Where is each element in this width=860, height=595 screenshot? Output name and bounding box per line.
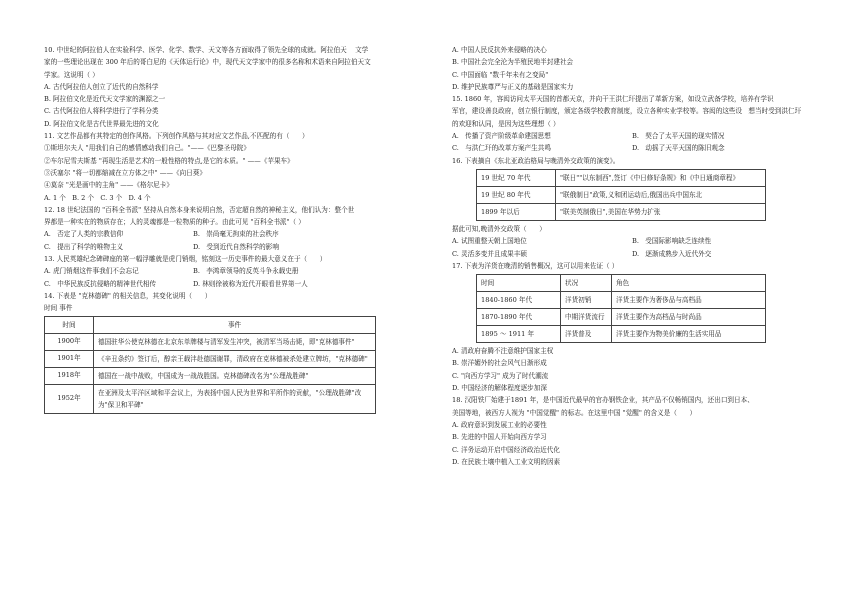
- option-b: B. 崇尚毫无拘束的社会秩序: [192, 230, 279, 239]
- option-d: D. 动摇了天平天国的陈旧观念: [632, 144, 725, 153]
- period-cell: 1899 年以后: [477, 203, 556, 220]
- option-a: A. 试图重整天朝上国地位: [452, 237, 527, 246]
- table-row: [45, 350, 376, 367]
- content-cell: "联俄制日"政策,义和团运动后,俄国出兵中国东北: [556, 186, 766, 203]
- option-b: B. 中国社会完全沦为半殖民地半封建社会: [452, 58, 574, 67]
- option-d: D. 中国经济的解体程度逐步加深: [452, 384, 547, 393]
- question-stem: 17. 下表为洋货在晚清的销售概况，这可以用来佐证（ ）: [452, 261, 619, 270]
- state-cell: 中期洋货流行: [561, 309, 612, 326]
- question-18: [452, 394, 812, 468]
- option-d: D. 维护民族尊严与正义的基础是国家实力: [452, 82, 574, 91]
- question-17: [452, 260, 812, 394]
- option-b: B. 先进的中国人开始向西方学习: [452, 433, 547, 442]
- question-10: [44, 44, 426, 130]
- option-b: B. 阿拉伯文化是近代天文学家的渊源之一: [44, 95, 166, 104]
- content-cell: "联日""以东制西",签订《中日修好条规》和《中日通商章程》: [556, 169, 766, 186]
- question-14-options: [452, 44, 812, 93]
- question-stem: 美国等地，被西方人视为 "中国觉醒" 的标志。在这里中国 "觉醒" 的含义是（ ）: [452, 408, 697, 417]
- question-13: [44, 253, 426, 290]
- question-stem: 11. 文艺作品都有其特定的创作风格。下列创作风格与其对应文艺作品,不匹配的有（ ）: [44, 132, 309, 141]
- header-time: 时间: [477, 275, 561, 292]
- option-c: C. 中国面临 "数千年未有之变局": [452, 70, 549, 79]
- option-d: D. 逐渐成熟步入近代外交: [632, 249, 712, 258]
- statement-2: ②车尔尼雪夫斯基 "再现生活是艺术的一般性格的特点,是它的本质。" ——《苹果车》: [44, 156, 294, 165]
- question-stem: 10. 中世纪的阿拉伯人在实验科学、医学、化学、数学、天文等各方面取得了领先全球的成就。阿拉伯天 文学: [44, 46, 369, 54]
- table-row: [45, 333, 376, 350]
- question-11: [44, 130, 426, 204]
- event-cell: 德国在一战中战败，中国成为一战战胜国。克林德碑改名为"公理战胜碑": [94, 367, 376, 384]
- question-12: [44, 204, 426, 253]
- event-cell: 《辛丑条约》签订后，醇亲王载沣赴德国谢罪，清政府在克林德被杀处建立牌坊，"克林德碑": [94, 350, 376, 367]
- year-cell: 1900年: [45, 333, 94, 350]
- table-row: [477, 169, 766, 186]
- question-stem: 18. 汉阳铁厂始建于1891 年，是中国近代最早的官办钢铁企业，其产品不仅畅销国内，还出口到日本、: [452, 396, 754, 405]
- role-cell: 洋货主要作为物美价廉的生活实用品: [612, 326, 766, 343]
- table-row: [477, 309, 766, 326]
- question-stem: 界都是一种实在的物质存在；人的灵魂都是一粒物质的种子。由此可见 "百科全书派"（ ）: [44, 218, 305, 227]
- year-cell: 1918年: [45, 367, 94, 384]
- table-row: [45, 367, 376, 384]
- statement-4: ④莫奈 "光是画中的主角" ——《格尔尼卡》: [44, 181, 173, 190]
- table-caption: 时间 事件: [44, 304, 73, 313]
- klinde-table: [44, 316, 376, 414]
- header-role: 角色: [612, 275, 766, 292]
- option-c: C. 提出了科学的唯物主义: [44, 242, 124, 251]
- year-cell: 1952年: [45, 384, 94, 413]
- option-a: A. 清政府奋腾不注意维护国家主权: [452, 347, 554, 356]
- diplomacy-table: [476, 169, 766, 221]
- option-d: D. 林则徐被称为近代开眼看世界第一人: [192, 279, 308, 288]
- table-row: [477, 186, 766, 203]
- option-c: C. "向西方学习" 成为了时代潮流: [452, 371, 549, 380]
- option-b: B. 崇洋媚外的社会风气日渐形成: [452, 359, 547, 368]
- question-stem: 14. 下表是 "克林德碑" 的相关信息，其变化说明（ ）: [44, 291, 212, 300]
- option-a: A. 否定了人类的宗教信仰: [44, 230, 124, 239]
- period-cell: 19 世纪 80 年代: [477, 186, 556, 203]
- question-stem: 学家。这说明（ ）: [44, 70, 99, 79]
- time-cell: 1895 ～ 1911 年: [477, 326, 561, 343]
- question-stem: 15. 1860 年，容闳访问太平天国的首都天京，并向干王洪仁玕提出了革新方案，如设立武备学校，培养有学识: [452, 95, 774, 104]
- table-row: [477, 203, 766, 220]
- content-cell: "联美英制俄日",美国在华势力扩张: [556, 203, 766, 220]
- table-header-row: [45, 316, 376, 333]
- question-stem: 13. 人民英雄纪念碑碑座的第一幅浮雕就是虎门销烟，铭刻这一历史事件的最大意义在于（ ）: [44, 255, 327, 264]
- option-d: D. 受到近代自然科学的影响: [192, 242, 279, 251]
- option-a: A. 中国人民反抗外来侵略的决心: [452, 46, 547, 54]
- question-stem: 家的一些理论出现在 300 年后的哥白尼的《天体运行论》中，现代天文学家中的很多名称和术语来自阿拉伯天文: [44, 58, 371, 67]
- period-cell: 19 世纪 70 年代: [477, 169, 556, 186]
- options-line: A. 1 个 B. 2 个 C. 3 个 D. 4 个: [44, 193, 151, 202]
- option-b: B. 契合了太平天国的现实情况: [632, 132, 725, 141]
- header-event: 事件: [94, 316, 376, 333]
- option-a: A. 古代阿拉伯人创立了近代的自然科学: [44, 82, 159, 91]
- option-c: C. 灵活多变并且成果丰硕: [452, 249, 527, 258]
- option-d: D. 阿拉伯文化是古代世界最先进的文化: [44, 119, 159, 128]
- time-cell: 1840-1860 年代: [477, 292, 561, 309]
- question-stem: 军官，建设善良政府，创立银行制度，颁定各级学校教育制度，设立各种实业学校等。容闳的这些设 想当时受到洪仁玕: [452, 107, 802, 116]
- option-a: A. 虎门销烟这件事我们不会忘记: [44, 267, 139, 276]
- left-column: [44, 44, 426, 414]
- event-cell: 在亚洲及太平洋区域和平会议上，为表扬中国人民为世界和平所作的贡献，"公理战胜碑"改为"保卫和平碑": [94, 384, 376, 413]
- table-row: [477, 326, 766, 343]
- question-14: [44, 290, 426, 414]
- event-cell: 德国驻华公使克林德在北京东单牌楼与清军发生冲突，被清军当场击毙，即"克林德事件": [94, 333, 376, 350]
- table-row: [477, 292, 766, 309]
- option-c: C. 中华民族反抗侵略的精神世代相传: [44, 279, 157, 288]
- question-stem: 16. 下表摘自《东北亚政治格局与晚清外交政策的演变》。: [452, 156, 620, 165]
- question-stem: 12. 18 世纪法国的 "百科全书派" 坚持从自然本身来说明自然，否定超自然的神秘主义，他们认为：整个世: [44, 205, 355, 214]
- question-15: [452, 93, 812, 154]
- time-cell: 1870-1890 年代: [477, 309, 561, 326]
- table-row: [45, 384, 376, 413]
- question-stem: 的欢迎和认同，是因为这些理想（ ）: [452, 119, 560, 128]
- state-cell: 洋货普及: [561, 326, 612, 343]
- option-c: C. 洋务运动开启中国经济政治近代化: [452, 445, 560, 454]
- header-time: 时间: [45, 316, 94, 333]
- option-b: B. 受国际影响缺乏连续性: [632, 237, 712, 246]
- question-tail: 据此可知,晚清外交政策（ ）: [452, 224, 546, 233]
- role-cell: 洋货主要作为高档品与时尚品: [612, 309, 766, 326]
- option-b: B. 李鸿章领导的反英斗争永载史册: [192, 267, 299, 276]
- year-cell: 1901年: [45, 350, 94, 367]
- right-column: [452, 44, 812, 468]
- option-c: C. 古代阿拉伯人将科学进行了学科分类: [44, 107, 159, 116]
- option-a: A. 传播了资产阶级革命建国思想: [452, 132, 551, 141]
- statement-3: ③沃塞尔 "将一切都缩减在立方体之中" ——《向日葵》: [44, 168, 206, 177]
- option-d: D. 在民族土壤中植入工业文明的因素: [452, 457, 561, 466]
- role-cell: 洋货主要作为奢侈品与高档品: [612, 292, 766, 309]
- statement-1: ①斯坦尔夫人 "用我们自己的感情感动我们自己。"——《巴黎圣母院》: [44, 144, 250, 153]
- question-16: [452, 155, 812, 260]
- state-cell: 洋货初销: [561, 292, 612, 309]
- table-header-row: [477, 275, 766, 292]
- option-c: C. 与洪仁玕的改革方案产生共鸣: [452, 144, 551, 153]
- option-a: A. 政府意识到发展工业的必要性: [452, 420, 547, 429]
- foreign-goods-table: [476, 274, 766, 343]
- header-state: 状况: [561, 275, 612, 292]
